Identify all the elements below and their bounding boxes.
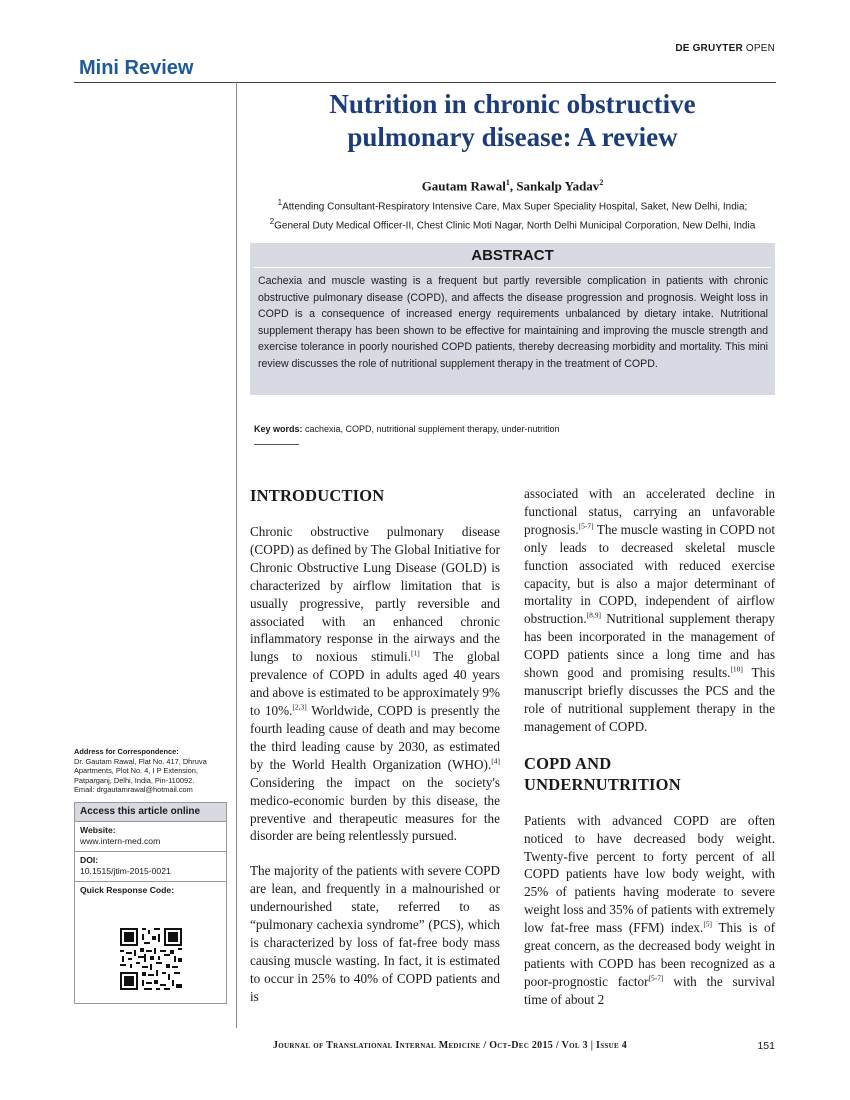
correspondence-line: Patparganj, Delhi, India, Pin-110092. (74, 775, 195, 785)
website-link[interactable]: www.intern-med.com (80, 836, 161, 846)
authors (250, 178, 775, 194)
publisher-logo (650, 43, 775, 54)
affiliation-2 (250, 214, 775, 233)
affiliation-1-text: Attending Consultant-Respiratory Intensive Care, Max Super Speciality Hospital, Saket, New Delhi, India; (282, 201, 748, 213)
right-p1-c: Nutritional supplement therapy has been incorporated in the management of COPD patients since a long time and has shown good and promising results. (524, 611, 775, 681)
affiliation-1-sup: 1 (277, 198, 283, 207)
copd-heading (524, 753, 775, 795)
citation-ref: [8,9] (586, 610, 602, 620)
correspondence-line: Apartments, Plot No. 4, I P Extension, (74, 766, 198, 776)
right-p1-d: This manuscript briefly discusses the PCS and the role of nutritional supplement therapy in the management of COPD. (524, 665, 775, 734)
copd-heading-line-2: UNDERNUTRITION (524, 774, 681, 794)
affiliation-2-sup: 2 (269, 217, 275, 227)
website-label: Website: (80, 825, 116, 835)
citation-ref: [10] (730, 664, 743, 674)
author-2-sup: 2 (599, 178, 604, 187)
copd-heading-line-1: COPD AND (524, 753, 612, 773)
title-line-1: Nutrition in chronic obstructive (329, 89, 696, 119)
author-2: Sankalp Yadav (516, 178, 600, 194)
intro-p1-b: The global prevalence of COPD in adults aged 40 years and above is estimated to be approximately 9% to 10%. (250, 649, 500, 719)
header-rule (74, 82, 776, 83)
citation-ref: [5] (703, 919, 713, 929)
right-p2-b: This is of great concern, as the decreased body weight in patients with COPD has been recognized as a poor-prognostic factor (524, 920, 775, 989)
right-p1-b: The muscle wasting in COPD not only leads to decreased skeletal muscle function associated with reduced exercise capacity, but is also a major determinant of mortality in COPD, independent of airflow obstruction. (524, 521, 775, 627)
doi-link[interactable]: 10.1515/jtim-2015-0021 (80, 866, 171, 876)
sidebar-rule (236, 82, 237, 1028)
correspondence-line: Dr. Gautam Rawal, Flat No. 417, Dhruva (74, 756, 207, 766)
doi-row (75, 851, 226, 880)
right-paragraph-1 (524, 485, 775, 736)
keywords-rule (254, 444, 299, 445)
intro-p1-a: Chronic obstructive pulmonary disease (COPD) as defined by The Global Initiative for Chronic Obstructive Lung Disease (GOLD) is characterized by airflow limitation that is usually progressive, partly reversible and associated with an enhanced chronic inflammatory response in the airways and the lungs to noxious stimuli. (250, 524, 500, 665)
affiliation-2-text: General Duty Medical Officer-II, Chest Clinic Moti Nagar, North Delhi Municipal Corporation, New Delhi, India (274, 220, 756, 232)
publisher-name-bold: DE GRUYTER (675, 43, 743, 54)
body-left-column (250, 485, 500, 1006)
qr-code[interactable] (118, 926, 184, 992)
qr-row (75, 881, 226, 899)
citation-ref: [1] (411, 648, 420, 658)
author-1-sup: 1 (505, 178, 510, 187)
citation-ref: [2,3] (292, 702, 307, 712)
affiliation-1 (250, 195, 775, 214)
section-label: Mini Review (79, 57, 194, 79)
publisher-name-rest: OPEN (745, 43, 775, 54)
right-p1-a: associated with an accelerated decline in functional status, carrying an unfavorable prognosis. (524, 486, 775, 537)
body-right-column (524, 485, 775, 1009)
correspondence-email[interactable]: Email: drgautamrawal@hotmail.com (74, 785, 193, 795)
title-line-2: pulmonary disease: A review (347, 122, 678, 152)
author-separator: , (509, 178, 517, 194)
affiliations (250, 195, 775, 234)
access-heading: Access this article online (75, 803, 226, 821)
right-p2-a: Patients with advanced COPD are often noticed to have decreased body weight. Twenty-five percent to forty percent of all COPD patients have low body weight, with 25% of patients having moderate to severe weight loss and 35% of patients with extremely low fat-free mass (FFM) index. (524, 812, 775, 936)
keywords-label: Key words: (254, 424, 303, 434)
qr-label: Quick Response Code: (80, 885, 175, 895)
intro-paragraph-1 (250, 523, 500, 845)
keywords-text: cachexia, COPD, nutritional supplement therapy, under-nutrition (305, 424, 560, 434)
citation-ref: [4] (491, 756, 500, 766)
intro-p1-c: Worldwide, COPD is presently the fourth leading cause of death and may become the third leading cause by 2030, as estimated by the World Health Organization (WHO). (250, 703, 500, 772)
author-1: Gautam Rawal (421, 178, 506, 194)
right-p2-c: with the survival time of about 2 (524, 973, 775, 1007)
article-title (250, 88, 775, 154)
correspondence (74, 747, 232, 795)
page-number: 151 (757, 1040, 775, 1052)
citation-ref: [5-7] (578, 521, 594, 531)
doi-label: DOI: (80, 855, 99, 865)
intro-p1-d: Considering the impact on the society's medico-economic burden by this disease, the preventive and therapeutic measures for the disorder are being relentlessly pursued. (250, 774, 500, 844)
intro-heading: INTRODUCTION (250, 486, 385, 505)
abstract-text: Cachexia and muscle wasting is a frequent but partly reversible complication in patients with chronic obstructive pulmonary disease (COPD), and affects the disease progression and prognosis. Weight loss in COPD is a consequence of increased energy requirements unbalanced by dietary intake. Nutritional supplement therapy has been shown to be effective for maintaining and improving the muscle strength and exercise tolerance in poorly nourished COPD patients, thereby decreasing morbidity and mortality. This mini review discusses the role of nutritional supplement therapy in the treatment of COPD. (258, 275, 768, 370)
abstract-divider (254, 267, 771, 268)
intro-paragraph-2: The majority of the patients with severe COPD are lean, and frequently in a malnourished or undernourished state, referred to as “pulmonary cachexia syndrome” (PCS), which is characterized by loss of fat-free body mass causing muscle wasting. In fact, it is estimated to occur in 25% to 40% of COPD patients and is (250, 863, 500, 1004)
citation-ref: [5-7] (648, 973, 664, 983)
correspondence-label: Address for Correspondence: (74, 747, 179, 756)
keywords (254, 424, 774, 434)
right-paragraph-2 (524, 812, 775, 1009)
journal-footer: Journal of Translational Internal Medicine / Oct-Dec 2015 / Vol 3 | Issue 4 (272, 1040, 628, 1051)
website-row (75, 821, 226, 850)
abstract-heading: ABSTRACT (471, 247, 554, 264)
